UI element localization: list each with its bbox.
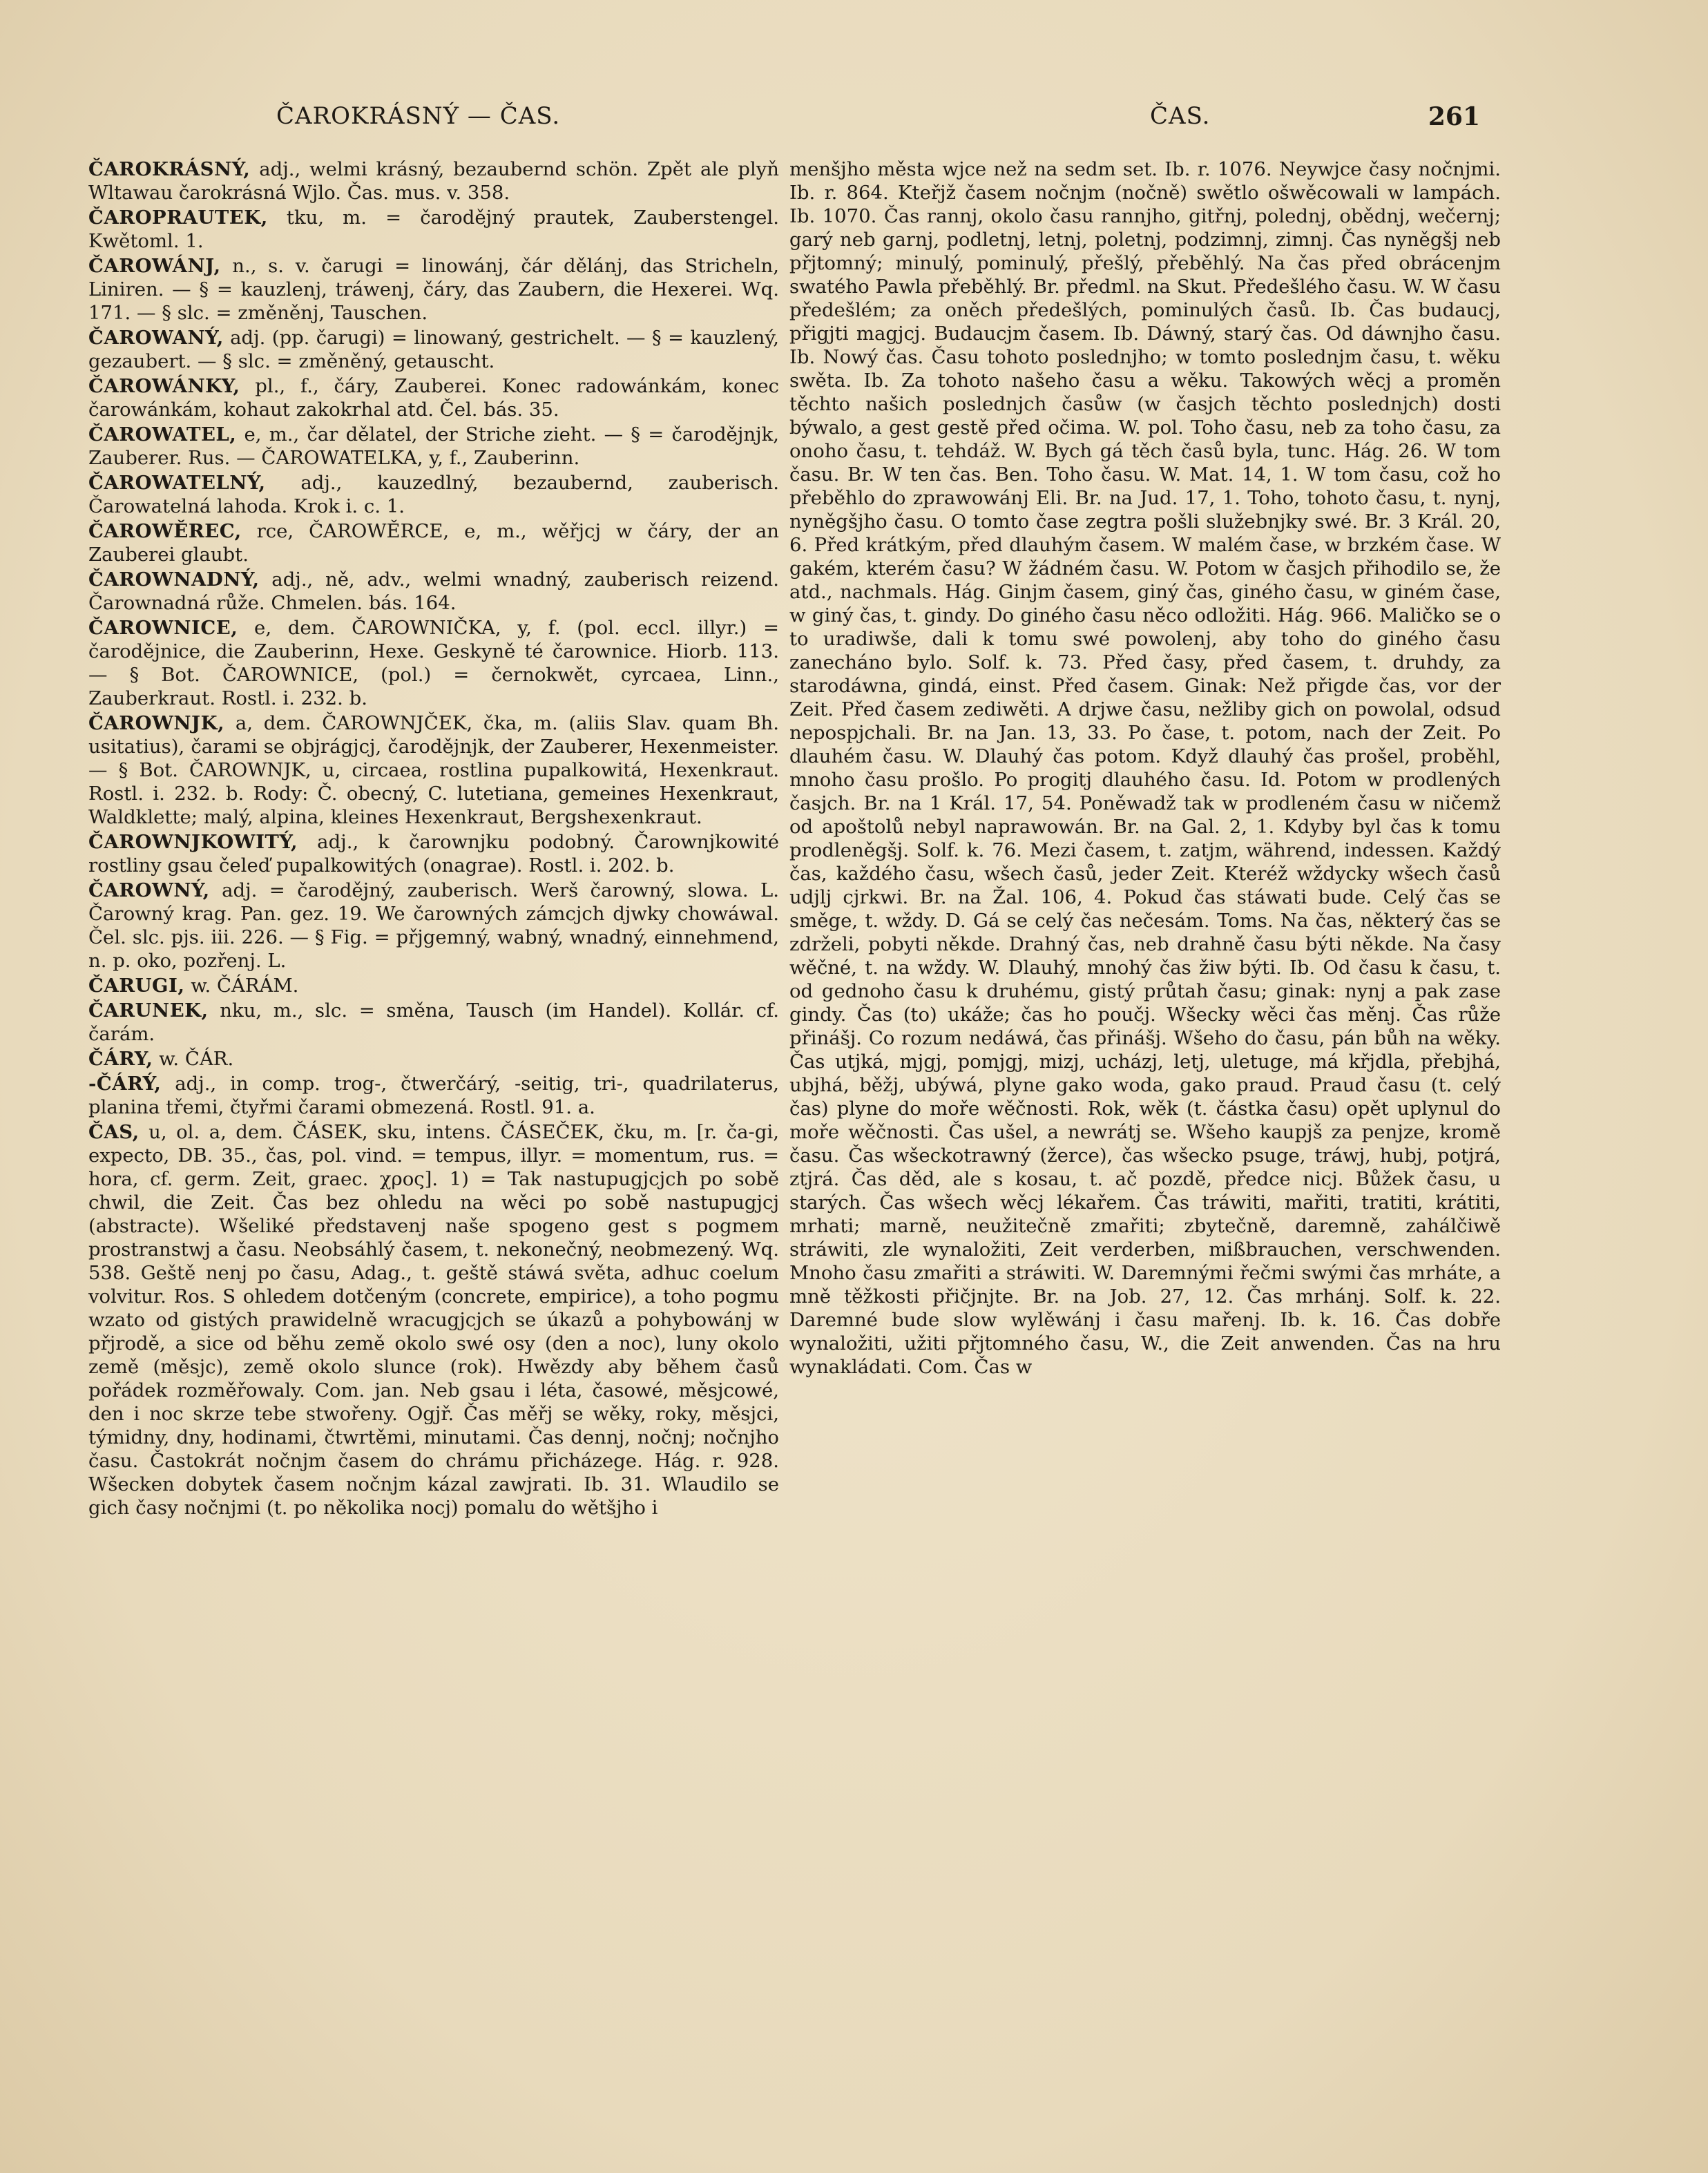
entry-text: adj. (pp. čarugi) = linowaný, gestrichelt. — § = kauzlený, gezaubert. — § slc. = změněný, getauscht. bbox=[88, 327, 779, 372]
entry-headword: ČAROWNJK, bbox=[88, 712, 225, 734]
dictionary-entry bbox=[88, 830, 779, 877]
entry-headword: ČAROWATEL, bbox=[88, 423, 237, 446]
entry-text: adj., in comp. trog-, čtwerčárý, -seitig, tri-, quadrilaterus, planina třemi, čtyřmi čarami obmezená. Rostl. 91. a. bbox=[88, 1073, 779, 1118]
entry-text: pl., f., čáry, Zauberei. Konec radowánkám, konec čarowánkám, kohaut zakokrhal atd. Čel. bás. 35. bbox=[88, 375, 779, 421]
entry-text: nku, m., slc. = směna, Tausch (im Handel). Kollár. cf. čarám. bbox=[88, 999, 779, 1045]
entry-text: w. ČÁRÁM. bbox=[184, 975, 299, 997]
entry-headword: ČAROWĚREC, bbox=[88, 520, 242, 542]
right-column-text: menšjho města wjce než na sedm set. Ib. r. 1076. Neywjce časy nočnjmi. Ib. r. 864. Kteřjž časem nočnjm (nočně) swětlo ošwěcowali w lampách. Ib. 1070. Čas rannj, okolo času rannjho, gitřnj, polednj, obědnj, wečernj; garý neb garnj, podletnj, letnj, poletnj, podzimnj, zimnj. Čas nyněgšj neb přjtomný; minulý, pominulý, přešlý, přeběhlý. Na čas před obrácenjm swatého Pawla přeběhlý. Br. předml. na Skut. Předešlého času. W. W času předešlém; za oněch předešlých, pominulých časů. Ib. Čas budaucj, přigjti magjcj. Budaucjm časem. Ib. Dáwný, starý čas. Od dáwnjho času. Ib. Nowý čas. Času tohoto poslednjho; w tomto poslednjm času, t. wěku swěta. Ib. Za tohoto našeho času a wěku. Takowých wěcj a proměn těchto našich poslednjch časůw (w časjch těchto poslednjch) dosti býwalo, a gest gestě před očima. W. pol. Toho času, neb za toho času, za onoho času, t. tehdáž. W. Bych gá těch časů byla, tunc. Hág. 26. W tom času. Br. W ten čas. Ben. Toho času. W. Mat. 14, 1. W tom času, což ho přeběhlo do zprawowánj Eli. Br. na Jud. 17, 1. Toho, tohoto času, t. nynj, nyněgšjho času. O tomto čase zegtra pošli služebnjky swé. Br. 3 Král. 20, 6. Před krátkým, před dlauhým časem. W malém čase, w brzkém čase. W gakém, kterém času? W žádném času. W. Potom w časjch přihodilo se, že atd., nachmals. Hág. Ginjm časem, giný čas, giného času, w giném čase, w giný čas, t. gindy. Do giného času něco odložiti. Hág. 966. Maličko se o to uradiwše, dali k tomu swé powolenj, aby toho do giného času zanecháno bylo. Solf. k. 73. Před časy, před časem, t. druhdy, za starodáwna, gindá, einst. Před časem. Ginak: Než přigde čas, vor der Zeit. Před časem zediwěti. A drjwe času, nežliby gich on powolal, odsud nepospjchali. Br. na Jan. 13, 33. Po čase, t. potom, nach der Zeit. Po dlauhém času. W. Dlauhý čas potom. Když dlauhý čas prošel, proběhl, mnoho času prošlo. Po progitj dlauhého času. Id. Potom w prodlených časjch. Br. na 1 Král. 17, 54. Poněwadž tak w prodleném času w ničemž od apoštolů nebyl naprawowán. Br. na Gal. 2, 1. Kdyby byl čas k tomu prodleněgšj. Solf. k. 76. Mezi časem, t. zatjm, während, indessen. Každý čas, každého času, wšech časů, jeder Zeit. Kteréž wždycky wšech časů udjlj cjrkwi. Br. na Žal. 106, 4. Pokud čas stáwati bude. Celý čas se směge, t. wždy. D. Gá se celý čas nečesám. Toms. Na čas, některý čas se zdrželi, pobyti někde. Drahný čas, neb drahně času býti někde. Na časy wěčné, t. na wždy. W. Dlauhý, mnohý čas žiw býti. Ib. Od času k času, t. od gednoho času k druhému, gistý průtah času; ginak: nynj a pak zase gindy. Čas (to) ukáže; čas ho poučj. Wšecky wěci čas měnj. Čas růže přinášj. Co rozum nedáwá, čas přinášj. Wšeho do času, pán bůh na wěky. Čas utjká, mjgj, pomjgj, mizj, ucházj, letj, uletuge, má křjdla, přebjhá, ubjhá, běžj, ubýwá, plyne gako woda, gako praud. Praud času (t. celý čas) plyne do moře wěčnosti. Rok, wěk (t. částka času) opět uplynul do moře wěčnosti. Čas ušel, a newrátj se. Wšeho kaupjš za penjze, kromě času. Čas wšeckotrawný (žerce), čas wšecko psuge, tráwj, hubj, potjrá, ztjrá. Čas děd, ale s kosau, t. ač pozdě, předce nicj. Bůžek času, u starých. Čas wšech wěcj lékařem. Čas tráwiti, mařiti, tratiti, krátiti, mrhati; marně, neužitečně zmařiti; zbytečně, daremně, zahálčiwě stráwiti, zle wynaložiti, Zeit verderben, mißbrauchen, verschwenden. Mnoho času zmařiti a stráwiti. W. Daremnými řečmi swými čas mrháte, a mně těžkosti přičjnjte. Br. na Job. 27, 12. Čas mrhánj. Solf. k. 22. Daremné bude slow wylěwánj i času mařenj. Ib. k. 16. Čas dobře wynaložiti, užiti přjtomného času, W., die Zeit anwenden. Čas na hru wynakládati. Com. Čas w bbox=[789, 158, 1501, 1378]
dictionary-entry bbox=[88, 711, 779, 829]
entry-headword: ČAROWNÝ, bbox=[88, 879, 210, 901]
dictionary-entry bbox=[88, 1120, 779, 1520]
entry-text: adj., welmi krásný, bezaubernd schön. Zpět ale plyň Wltawau čarokrásná Wjlo. Čas. mus. v. 358. bbox=[88, 158, 779, 204]
entry-headword: ČARUNEK, bbox=[88, 999, 209, 1022]
entry-text: adj., kauzedlný, bezaubernd, zauberisch. Čarowatelná lahoda. Krok i. c. 1. bbox=[88, 472, 779, 517]
page-header bbox=[276, 102, 1480, 144]
entry-text: adj., ně, adv., welmi wnadný, zauberisch reizend. Čarownadná růže. Chmelen. bás. 164. bbox=[88, 568, 779, 614]
dictionary-entry bbox=[88, 326, 779, 373]
entry-text: e, m., čar dělatel, der Striche zieht. — § = čarodějnjk, Zauberer. Rus. — ČAROWATELKA, y, f., Zauberinn. bbox=[88, 423, 779, 469]
entry-headword: ČARUGI, bbox=[88, 975, 185, 997]
right-column bbox=[789, 157, 1501, 1380]
entry-headword: -ČÁRÝ, bbox=[88, 1073, 162, 1095]
running-head-left: ČAROKRÁSNÝ — ČAS. bbox=[276, 102, 561, 130]
entry-headword: ČAROWNICE, bbox=[88, 617, 238, 639]
dictionary-entry bbox=[88, 879, 779, 973]
dictionary-entry bbox=[88, 206, 779, 253]
entry-headword: ČÁRY, bbox=[88, 1048, 153, 1070]
left-column bbox=[88, 157, 779, 1521]
dictionary-entry bbox=[88, 999, 779, 1046]
entry-text: adj. = čarodějný, zauberisch. Werš čarowný, slowa. L. Čarowný krag. Pan. gez. 19. We čarowných zámcjch djwky chowáwal. Čel. slc. pjs. iii. 226. — § Fig. = přjgemný, wabný, wnadný, einnehmend, n. p. oko, pozřenj. L. bbox=[88, 879, 779, 972]
dictionary-entry bbox=[88, 157, 779, 204]
running-head-right: ČAS. bbox=[1150, 102, 1211, 130]
entry-headword: ČAROWNJKOWITÝ, bbox=[88, 831, 298, 853]
entry-headword: ČAROKRÁSNÝ, bbox=[88, 158, 251, 180]
entry-headword: ČAROWÁNKY, bbox=[88, 375, 240, 397]
dictionary-entry bbox=[88, 374, 779, 421]
entry-headword: ČAROWANÝ, bbox=[88, 327, 224, 349]
dictionary-entry bbox=[88, 616, 779, 710]
entry-text: n., s. v. čarugi = linowánj, čár dělánj, das Stricheln, Liniren. — § = kauzlenj, tráwenj, čáry, das Zaubern, die Hexerei. Wq. 171. — § slc. = změněnj, Tauschen. bbox=[88, 255, 779, 324]
page-number: 261 bbox=[1428, 102, 1480, 131]
entry-text: adj., k čarownjku podobný. Čarownjkowité rostliny gsau čeleď pupalkowitých (onagrae). Rostl. i. 202. b. bbox=[88, 831, 779, 877]
dictionary-entry bbox=[88, 471, 779, 518]
entry-headword: ČAROWÁNJ, bbox=[88, 255, 221, 277]
dictionary-entry bbox=[88, 974, 779, 997]
entry-headword: ČAROPRAUTEK, bbox=[88, 207, 268, 229]
entry-text: w. ČÁR. bbox=[153, 1048, 234, 1070]
dictionary-entry bbox=[88, 519, 779, 566]
entry-text: tku, m. = čarodějný prautek, Zauberstengel. Kwětoml. 1. bbox=[88, 207, 779, 252]
entry-headword: ČAROWNADNÝ, bbox=[88, 568, 260, 591]
dictionary-entry bbox=[88, 1072, 779, 1119]
entry-headword: ČAROWATELNÝ, bbox=[88, 472, 266, 494]
entry-text: u, ol. a, dem. ČÁSEK, sku, intens. ČÁSEČEK, čku, m. [r. ča-gi, expecto, DB. 35., čas, pol. vind. = tempus, illyr. = momentum, rus. = hora, cf. germ. Zeit, graec. χρος]. 1) = Tak nastupugjcjch po sobě chwil, die Zeit. Čas bez ohledu na wěci po sobě nastupugjcj (abstracte). Wšeliké představenj naše spogeno gest s pogmem prostranstwj a času. Neobsáhlý časem, t. nekonečný, neobmezený. Wq. 538. Geště nenj po času, Adag., t. geště stáwá světa, adhuc coelum volvitur. Ros. S ohledem dotčeným (concrete, empirice), a toho pogmu wzato od gistých prawidelně wracugjcjch se úkazů a pohybowánj w přjrodě, a sice od běhu země okolo swé osy (den a noc), luny okolo země (měsjc), země okolo slunce (rok). Hwězdy aby během časů pořádek rozměřowaly. Com. jan. Neb gsau i léta, časowé, měsjcowé, den i noc skrze tebe stwořeny. Ogjř. Čas měřj se wěky, roky, měsjci, týmidny, dny, hodinami, čtwrtěmi, minutami. Čas dennj, nočnj; nočnjho času. Častokrát nočnjm časem do chrámu přicházege. Hág. r. 928. Wšecken dobytek časem nočnjm kázal zawjrati. Ib. 31. Wlaudilo se gich časy nočnjmi (t. po několika nocj) pomalu do wětšjho i bbox=[88, 1121, 779, 1519]
dictionary-entry bbox=[88, 1047, 779, 1071]
entry-headword: ČAS, bbox=[88, 1121, 140, 1143]
entry-text: a, dem. ČAROWNJČEK, čka, m. (aliis Slav. quam Bh. usitatius), čarami se objrágjcj, čarodějnjk, der Zauberer, Hexenmeister. — § Bot. ČAROWNJK, u, circaea, rostlina pupalkowitá, Hexenkraut. Rostl. i. 232. b. Rody: Č. obecný, C. lutetiana, gemeines Hexenkraut, Waldklette; malý, alpina, kleines Hexenkraut, Bergshexenkraut. bbox=[88, 712, 779, 828]
entry-text: e, dem. ČAROWNIČKA, y, f. (pol. eccl. illyr.) = čarodějnice, die Zauberinn, Hexe. Geskyně té čarownice. Hiorb. 113. — § Bot. ČAROWNICE, (pol.) = černokwět, cyrcaea, Linn., Zauberkraut. Rostl. i. 232. b. bbox=[88, 617, 779, 709]
dictionary-entry bbox=[88, 568, 779, 615]
dictionary-entry bbox=[88, 254, 779, 325]
entry-text: rce, ČAROWĚRCE, e, m., wěřjcj w čáry, der an Zauberei glaubt. bbox=[88, 520, 779, 566]
dictionary-entry bbox=[88, 423, 779, 470]
